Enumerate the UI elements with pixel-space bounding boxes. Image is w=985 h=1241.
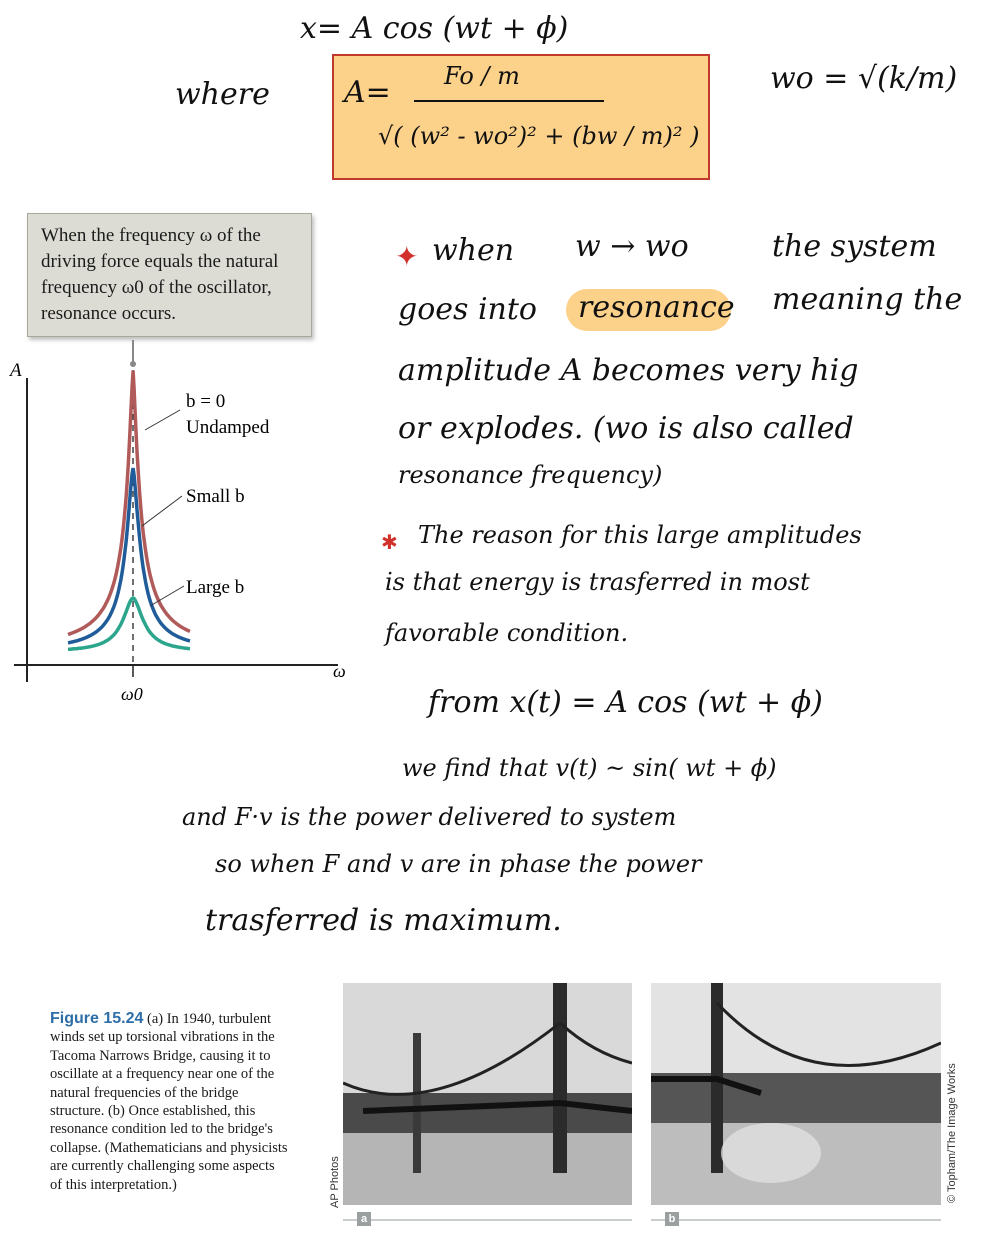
x-axis-label: ω xyxy=(333,661,346,681)
omega0-tick-label: ω0 xyxy=(121,684,143,704)
note-line11: and F·v is the power delivered to system xyxy=(182,803,677,831)
note-line4: or explodes. (wo is also called xyxy=(398,411,854,446)
note-line1b: w → wo xyxy=(575,229,689,264)
credit-b: © Topham/The Image Works xyxy=(946,1063,958,1203)
note-line7: is that energy is trasferred in most xyxy=(385,568,810,596)
fraction-bar xyxy=(414,100,604,102)
undamped-leader xyxy=(145,410,180,430)
note-line10: we find that v(t) ~ sin( wt + ϕ) xyxy=(402,754,777,782)
star-small-icon: ✱ xyxy=(381,530,398,554)
bridge-a-drawing xyxy=(343,983,632,1205)
tag-line-a xyxy=(343,1219,632,1221)
b0-label: b = 0 xyxy=(186,391,226,412)
y-axis-label: A xyxy=(10,360,22,381)
amplitude-denominator: √( (w² - wo²)² + (bw / m)² ) xyxy=(378,122,700,150)
credit-a: AP Photos xyxy=(329,1156,341,1208)
note-line1a: when xyxy=(432,233,515,268)
amplitude-numerator: Fo / m xyxy=(444,62,520,90)
amplitude-label: A= xyxy=(344,75,391,110)
small-b-curve xyxy=(68,468,190,643)
note-line6: The reason for this large amplitudes xyxy=(418,521,862,549)
note-line1c: the system xyxy=(772,229,937,264)
note-line8: favorable condition. xyxy=(385,619,629,647)
note-line2c: meaning the xyxy=(772,282,963,317)
small-b-label: Small b xyxy=(186,486,245,507)
note-line13: trasferred is maximum. xyxy=(205,903,562,938)
figure-caption xyxy=(50,1010,290,1194)
note-line12: so when F and v are in phase the power xyxy=(215,850,702,878)
resonance-callout: When the frequency ω of the driving force equals the natural frequency ω0 of the oscillator, resonance occurs. xyxy=(27,213,312,337)
photo-b xyxy=(651,983,941,1205)
tag-b: b xyxy=(665,1212,679,1226)
omega0-definition: wo = √(k/m) xyxy=(770,61,958,96)
star-icon: ✦ xyxy=(395,240,419,273)
note-line3: amplitude A becomes very hig xyxy=(398,353,859,388)
large-b-curve xyxy=(68,598,190,649)
photo-a xyxy=(343,983,632,1205)
figure-label: Figure 15.24 xyxy=(50,1010,144,1027)
tag-line-b xyxy=(651,1219,941,1221)
amplitude-formula-box xyxy=(332,54,710,180)
where-text: where xyxy=(175,77,270,112)
caption-text: (a) In 1940, turbulent winds set up torsional vibrations in the Tacoma Narrows Bridge, causing it to oscillate at a frequency near one of the natural frequencies of the bridge structure. (b) Once established, this resonance condition led to the bridge's collapse. (Mathematicians and physicists are currently challenging some aspects of this interpretation.) xyxy=(50,1011,288,1193)
resonance-graph xyxy=(0,330,360,710)
bridge-b-drawing xyxy=(651,983,941,1205)
small-b-leader xyxy=(142,496,182,526)
equation-x: x= A cos (wt + ϕ) xyxy=(300,11,569,46)
undamped-label: Undamped xyxy=(186,417,270,438)
note-line9: from x(t) = A cos (wt + ϕ) xyxy=(428,685,823,720)
note-line2a: goes into xyxy=(398,292,537,327)
note-line2-resonance: resonance xyxy=(578,290,735,325)
tag-a: a xyxy=(357,1212,371,1226)
note-line5: resonance frequency) xyxy=(398,461,663,489)
callout-pointer-dot xyxy=(130,361,136,367)
large-b-label: Large b xyxy=(186,577,245,598)
